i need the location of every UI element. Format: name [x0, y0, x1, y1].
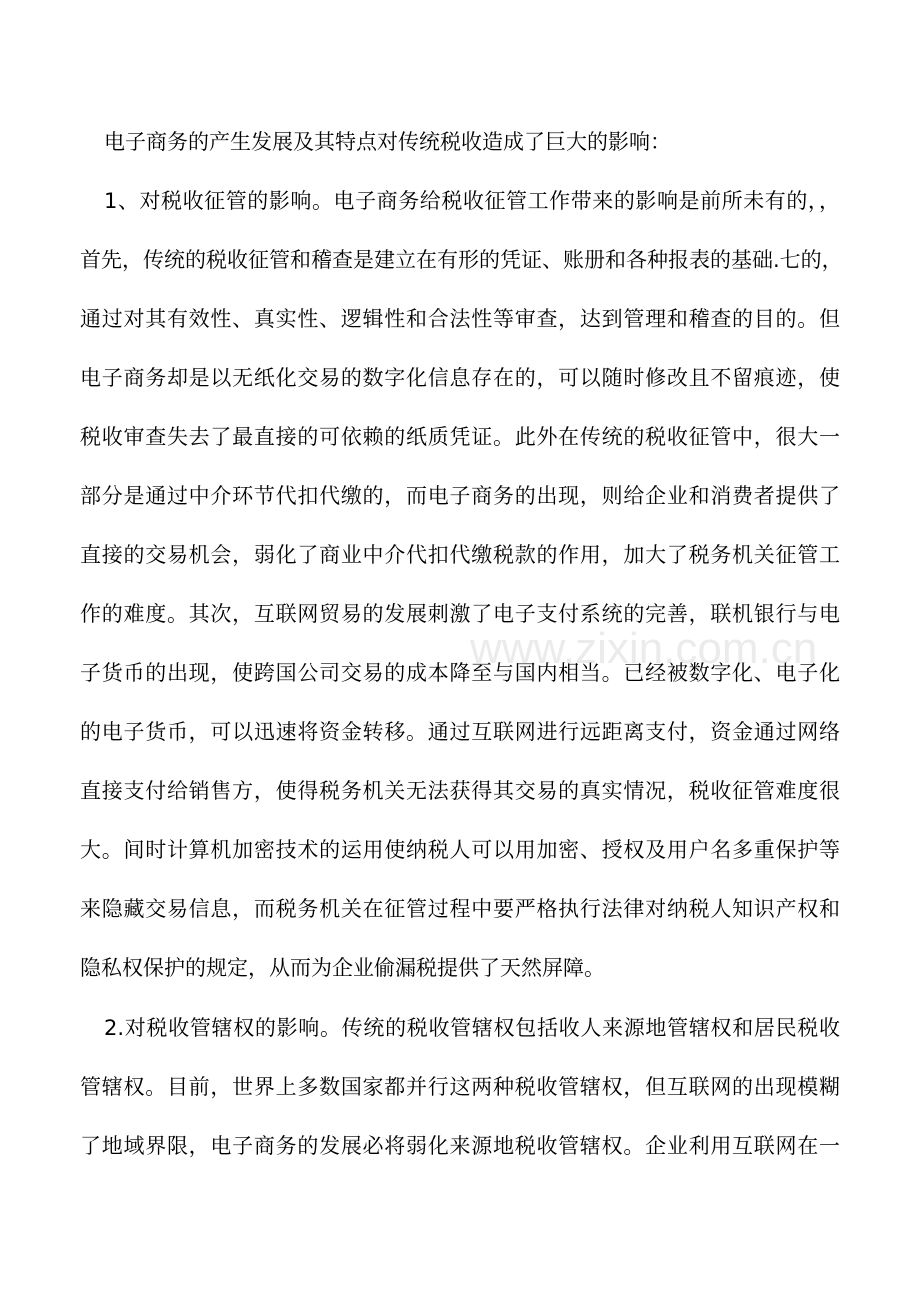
section-1-line-8: 作的难度。其次，互联网贸易的发展刺激了电子支付系统的完善，联机银行与电	[80, 602, 840, 626]
section-1-line-13: 来隐藏交易信息，而税务机关在征管过程中要严格执行法律对纳税人知识产权和	[80, 897, 840, 921]
section-2-line-2: 管辖权。目前，世界上多数国家都并行这两种税收管辖权，但互联网的出现模糊	[80, 1075, 840, 1099]
section-2-line-1: 2.对税收管辖权的影响。传统的税收管辖权包括收人来源地管辖权和居民税收	[104, 1016, 840, 1040]
section-1-line-12: 大。间时计算机加密技术的运用使纳税人可以用加密、授权及用户名多重保护等	[80, 838, 840, 862]
section-1-line-9: 子货币的出现，使跨国公司交易的成本降至与国内相当。已经被数字化、电子化	[80, 661, 840, 685]
section-1-line-2: 首先，传统的税收征管和稽查是建立在有形的凭证、账册和各种报表的基础.七的，	[80, 248, 843, 272]
watermark: www.zixin.com.cn	[470, 624, 818, 673]
section-1-line-14: 隐私权保护的规定，从而为企业偷漏税提供了天然屏障。	[80, 956, 605, 980]
section-1-line-7: 直接的交易机会，弱化了商业中介代扣代缴税款的作用，加大了税务机关征管工	[80, 543, 840, 567]
section-1-line-5: 税收审查失去了最直接的可依赖的纸质凭证。此外在传统的税收征管中，很大一	[80, 425, 840, 449]
section-1-line-10: 的电子货币，可以迅速将资金转移。通过互联网进行远距离支付，资金通过网络	[80, 720, 840, 744]
section-1-line-1: 1、对税收征管的影响。电子商务给税收征管工作带来的影响是前所未有的，，	[104, 189, 840, 213]
section-2-line-3: 了地域界限，电子商务的发展必将弱化来源地税收管辖权。企业利用互联网在一	[80, 1134, 840, 1158]
section-1-line-6: 部分是通过中介环节代扣代缴的，而电子商务的出现，则给企业和消费者提供了	[80, 484, 840, 508]
section-1-line-11: 直接支付给销售方，使得税务机关无法获得其交易的真实情况，税收征管难度很	[80, 779, 840, 803]
section-1-line-4: 电子商务却是以无纸化交易的数字化信息存在的，可以随时修改且不留痕迹，使	[80, 366, 840, 390]
section-1-line-3: 通过对其有效性、真实性、逻辑性和合法性等审查，达到管理和稽查的目的。但	[80, 307, 840, 331]
intro-paragraph-line: 电子商务的产生发展及其特点对传统税收造成了巨大的影响：	[104, 130, 671, 154]
